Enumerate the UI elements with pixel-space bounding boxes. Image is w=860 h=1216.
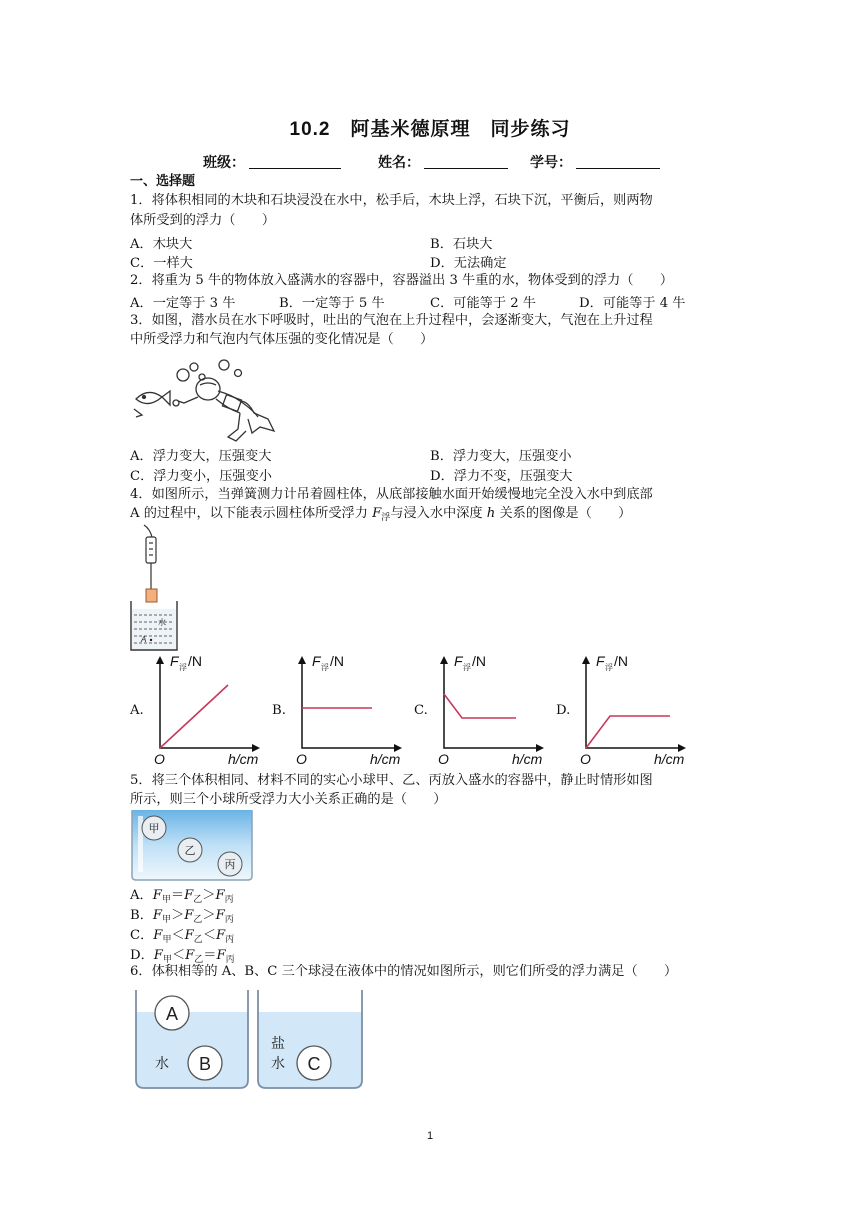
class-blank[interactable]: [249, 154, 341, 169]
water-label: 水: [155, 1055, 169, 1071]
q1-option-a[interactable]: A．木块大: [130, 237, 193, 252]
q5-option-d-letter: D．: [130, 948, 154, 963]
f-symbol: F: [185, 948, 195, 963]
graph-xlabel: h/cm: [654, 751, 685, 767]
graph-xlabel: h/cm: [512, 751, 543, 767]
q2-text-line1: 2．将重为 5 牛的物体放入盛满水的容器中，容器溢出 3 牛重的水，物体受到的浮力（ ）: [130, 273, 674, 288]
f-symbol: F: [184, 928, 194, 943]
sub-jia: 甲: [162, 915, 172, 925]
graph-xlabel: h/cm: [370, 751, 401, 767]
q3-text-line1: 3．如图，潜水员在水下呼吸时，吐出的气泡在上升过程中，会逐渐变大，气泡在上升过程: [130, 313, 653, 328]
ball-yi-label: 乙: [184, 845, 196, 857]
graph-ylabel-sub: 浮: [179, 663, 187, 672]
q5-text-line2: 所示，则三个小球所受浮力大小关系正确的是（ ）: [130, 792, 447, 807]
q4-graph-b[interactable]: [292, 648, 412, 768]
section-heading: 一、选择题: [130, 173, 196, 188]
graph-ylabel: F: [170, 653, 179, 669]
sub-jia: 甲: [161, 895, 171, 905]
q6-text-line1: 6．体积相等的 A、B、C 三个球浸在液体中的情况如图所示，则它们所受的浮力满足（ ）: [130, 964, 678, 979]
f-symbol: F: [153, 948, 163, 963]
q2-option-a[interactable]: A．一定等于 3 牛: [130, 296, 236, 311]
f-symbol: F: [216, 928, 226, 943]
graph-axes: [586, 662, 680, 748]
q4-option-d-label[interactable]: D.: [556, 703, 571, 718]
cylinder-icon: [146, 589, 157, 602]
hand-icon: [144, 525, 152, 537]
fish-icon: [134, 391, 170, 417]
ball-jia-label: 甲: [148, 823, 160, 835]
graph-ylabel: F: [454, 653, 463, 669]
q2-option-c[interactable]: C．可能等于 2 牛: [430, 296, 536, 311]
sub-jia: 甲: [162, 935, 172, 945]
graph-ylabel-sub: 浮: [463, 663, 471, 672]
q4-text-line2: [130, 504, 631, 528]
q4-graph-d[interactable]: [576, 648, 696, 768]
q1-option-d[interactable]: D．无法确定: [430, 256, 507, 271]
name-field: [378, 152, 508, 172]
q4-text-part1: A 的过程中，以下能表示圆柱体所受浮力: [130, 506, 373, 521]
q4-text-force-symbol: F: [372, 506, 382, 521]
q4-graph-c[interactable]: [434, 648, 554, 768]
q3-option-a[interactable]: A．浮力变大，压强变大: [130, 449, 272, 464]
graph-origin: O: [296, 751, 307, 767]
saltwater-label-2: 水: [271, 1055, 285, 1071]
f-symbol: F: [184, 908, 194, 923]
operator: ＞: [202, 888, 216, 903]
class-label: 班级：: [203, 154, 245, 170]
sub-bing: 丙: [225, 955, 235, 965]
ball-b-label: B: [198, 1054, 212, 1074]
graph-ylabel-unit: /N: [472, 653, 486, 669]
operator: ＜: [171, 928, 185, 943]
graph-ylabel: F: [312, 653, 321, 669]
graph-ylabel-unit: /N: [330, 653, 344, 669]
sub-jia: 甲: [162, 955, 172, 965]
f-symbol: F: [215, 908, 225, 923]
graph-ylabel-unit: /N: [614, 653, 628, 669]
q5-container-illustration: [130, 810, 256, 882]
graph-axes: [444, 662, 538, 748]
sub-yi: 乙: [193, 935, 203, 945]
beaker-point-label: A: [141, 635, 147, 644]
ball-bing-label: 丙: [224, 859, 236, 871]
operator: ＞: [171, 908, 185, 923]
q4-text-part2: 与浸入水中深度: [390, 506, 487, 521]
y-axis-arrow: [582, 656, 590, 664]
y-axis-arrow: [440, 656, 448, 664]
q1-option-b[interactable]: B．石块大: [430, 237, 493, 252]
q5-option-c-letter: C．: [130, 928, 154, 943]
graph-ylabel-sub: 浮: [321, 663, 329, 672]
q4-text-part3: 关系的图像是（ ）: [495, 506, 632, 521]
q4-option-a-label[interactable]: A.: [130, 703, 144, 718]
graph-ylabel-sub: 浮: [605, 663, 613, 672]
q5-option-a[interactable]: [130, 884, 234, 905]
id-field: [530, 152, 660, 172]
y-axis-arrow: [298, 656, 306, 664]
operator: ＝: [203, 948, 217, 963]
id-label: 学号：: [530, 154, 572, 170]
buoyancy-curve: [444, 694, 516, 718]
diver-icon: [173, 378, 274, 441]
sub-yi: 乙: [193, 915, 203, 925]
q1-text-line2: 体所受到的浮力（ ）: [130, 213, 276, 228]
q4-graph-a[interactable]: [150, 648, 270, 768]
operator: ＜: [171, 948, 186, 963]
f-symbol: F: [216, 948, 226, 963]
q4-text-depth-symbol: h: [486, 506, 496, 521]
operator: ＞: [202, 908, 216, 923]
q1-option-c[interactable]: C．一样大: [130, 256, 193, 271]
operator: ＜: [202, 928, 216, 943]
page-title: 10.2 阿基米德原理 同步练习: [289, 119, 571, 140]
operator: ＝: [170, 888, 185, 903]
ball-c-label: C: [307, 1054, 321, 1074]
diver-illustration: [128, 357, 278, 443]
q2-option-d[interactable]: D．可能等于 4 牛: [579, 296, 686, 311]
water-container: [136, 990, 248, 1088]
id-blank[interactable]: [576, 154, 660, 169]
f-symbol: F: [152, 888, 162, 903]
graph-ylabel: F: [596, 653, 605, 669]
q3-option-d[interactable]: D．浮力不变，压强变大: [430, 469, 573, 484]
spring-scale-beaker-illustration: [128, 523, 188, 653]
graph-origin: O: [580, 751, 591, 767]
saltwater-container: [258, 990, 362, 1088]
spring-scale-icon: [146, 537, 156, 563]
page-number: 1: [426, 1130, 434, 1142]
q5-option-a-letter: A．: [130, 888, 153, 903]
sub-bing: 丙: [224, 895, 234, 905]
sub-yi: 乙: [193, 895, 203, 905]
sub-bing: 丙: [225, 935, 235, 945]
q5-text-line1: 5．将三个体积相同、材料不同的实心小球甲、乙、丙放入盛水的容器中，静止时情形如图: [130, 773, 653, 788]
graph-ylabel-unit: /N: [188, 653, 202, 669]
buoyancy-curve: [586, 716, 670, 748]
q2-option-b[interactable]: B．一定等于 5 牛: [279, 296, 385, 311]
saltwater-label-1: 盐: [271, 1035, 285, 1051]
q4-option-b-label[interactable]: B.: [272, 703, 286, 718]
q5-option-b-letter: B．: [130, 908, 153, 923]
graph-xlabel: h/cm: [228, 751, 259, 767]
q1-text-line1: 1．将体积相同的木块和石块浸没在水中，松手后，木块上浮，石块下沉，平衡后，则两物: [130, 193, 653, 208]
sub-yi: 乙: [194, 955, 204, 965]
q4-text-force-sub: 浮: [381, 513, 391, 523]
q6-containers-illustration: [132, 988, 372, 1092]
sub-bing: 丙: [224, 915, 234, 925]
f-symbol: F: [215, 888, 225, 903]
name-label: 姓名：: [378, 154, 420, 170]
graph-axes: [302, 662, 396, 748]
graph-origin: O: [438, 751, 449, 767]
buoyancy-curve: [160, 685, 228, 748]
q3-option-c[interactable]: C．浮力变小，压强变小: [130, 469, 272, 484]
q4-option-c-label[interactable]: C.: [414, 703, 428, 718]
q3-option-b[interactable]: B．浮力变大，压强变小: [430, 449, 572, 464]
beaker-water-label: 水: [158, 618, 166, 627]
y-axis-arrow: [156, 656, 164, 664]
class-field: [203, 152, 341, 172]
ball-a-label: A: [165, 1004, 179, 1024]
q3-text-line2: 中所受浮力和气泡内气体压强的变化情况是（ ）: [130, 332, 434, 347]
f-symbol: F: [184, 888, 194, 903]
q4-text-line1: 4．如图所示，当弹簧测力计吊着圆柱体，从底部接触水面开始缓慢地完全没入水中到底部: [130, 487, 653, 502]
q5-option-c[interactable]: [130, 924, 234, 945]
f-symbol: F: [152, 908, 163, 923]
name-blank[interactable]: [424, 154, 508, 169]
graph-origin: O: [154, 751, 165, 767]
f-symbol: F: [153, 928, 163, 943]
q5-option-b[interactable]: [130, 904, 234, 925]
